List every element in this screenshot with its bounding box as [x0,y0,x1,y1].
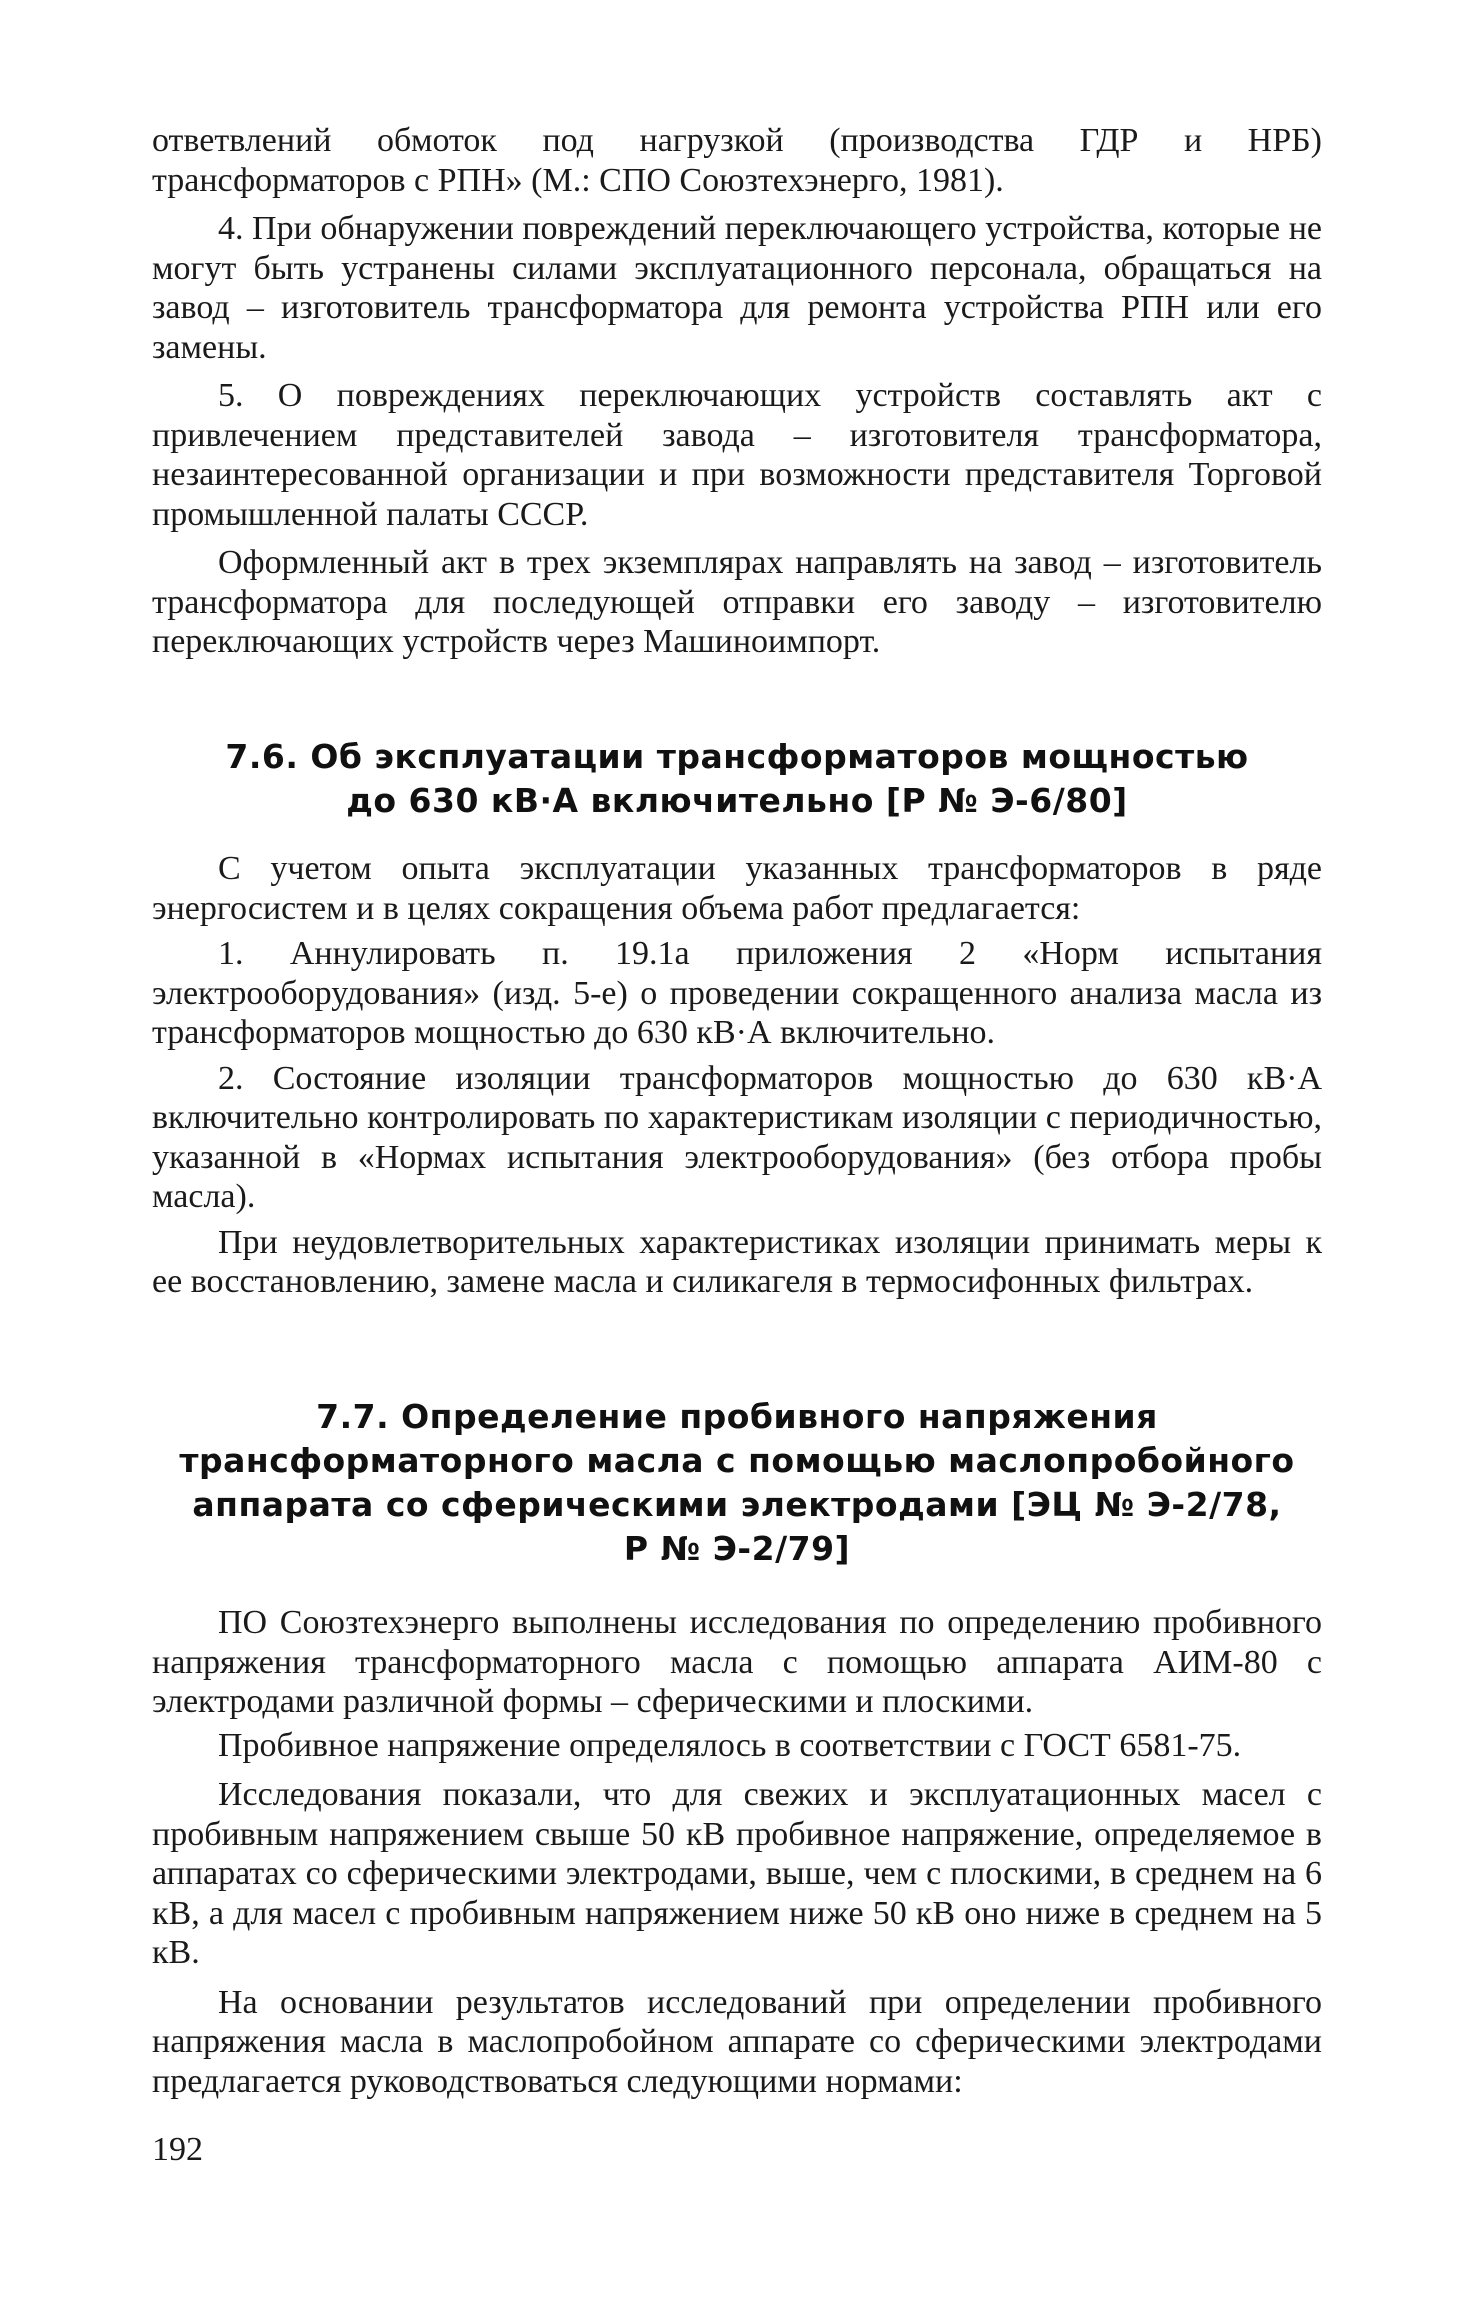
paragraph: С учетом опыта эксплуатации указанных трансформаторов в ряде энергосистем и в целях сокращения объема работ предлагается: [152,850,1322,927]
paragraph: 5. О повреждениях переключающих устройств составлять акт с привлечением представителей завода – изготовителя трансформатора, незаинтересованной организации и при возможности представителя Торговой промышленной палаты СССР. [152,377,1322,533]
paragraph: 2. Состояние изоляции трансформаторов мощностью до 630 кВ·А включительно контролировать по характеристикам изоляции с периодичностью, указанной в «Нормах испытания электрооборудования» (без отбора пробы масла). [152,1059,1322,1215]
section-heading-7-6 [152,735,1322,823]
heading-line: аппарата со сферическими электродами [ЭЦ № Э-2/78, [192,1485,1282,1524]
section-7-6-text [152,849,1322,1302]
paragraph: При неудовлетворительных характеристиках изоляции принимать меры к ее восстановлению, замене масла и силикагеля в термосифонных фильтрах. [152,1223,1322,1300]
heading-line: 7.7. Определение пробивного напряжения [316,1397,1158,1436]
paragraph: 4. При обнаружении повреждений переключающего устройства, которые не могут быть устранены силами эксплуатационного персонала, обращаться на завод – изготовитель трансформатора для ремонта устройства РПН или его замены. [152,210,1322,366]
paragraph: ПО Союзтехэнерго выполнены исследования по определению пробивного напряжения трансформаторного масла с помощью аппарата АИМ-80 с электродами различной формы – сферическими и плоскими. [152,1604,1322,1720]
paragraph: ответвлений обмоток под нагрузкой (производства ГДР и НРБ) трансформаторов с РПН» (М.: СПО Союзтехэнерго, 1981). [152,122,1322,199]
section-heading-7-7 [152,1395,1322,1571]
heading-line: 7.6. Об эксплуатации трансформаторов мощностью [225,737,1249,776]
paragraph: На основании результатов исследований при определении пробивного напряжения масла в маслопробойном аппарате со сферическими электродами предлагается руководствоваться следующими нормами: [152,1983,1322,2100]
heading-line: до 630 кВ·А включительно [Р № Э-6/80] [346,781,1128,820]
page-number: 192 [152,2131,203,2168]
section-7-7-text [152,1603,1322,2101]
paragraph: 1. Аннулировать п. 19.1а приложения 2 «Норм испытания электрооборудования» (изд. 5-е) о проведении сокращенного анализа масла из трансформаторов мощностью до 630 кВ·А включительно. [152,935,1322,1051]
paragraph: Пробивное напряжение определялось в соответствии с ГОСТ 6581-75. [218,1726,1242,1764]
paragraph: Оформленный акт в трех экземплярах направлять на завод – изготовитель трансформатора для последующей отправки его заводу – изготовителю переключающих устройств через Машиноимпорт. [152,544,1322,660]
paragraph: Исследования показали, что для свежих и эксплуатационных масел с пробивным напряжением свыше 50 кВ пробивное напряжение, определяемое в аппаратах со сферическими электродами, выше, чем с плоскими, в среднем на 6 кВ, а для масел с пробивным напряжением ниже 50 кВ оно ниже в среднем на 5 кВ. [152,1776,1322,1971]
intro-text [152,121,1322,662]
heading-line: трансформаторного масла с помощью маслопробойного [179,1441,1295,1480]
heading-line: Р № Э-2/79] [623,1529,851,1568]
